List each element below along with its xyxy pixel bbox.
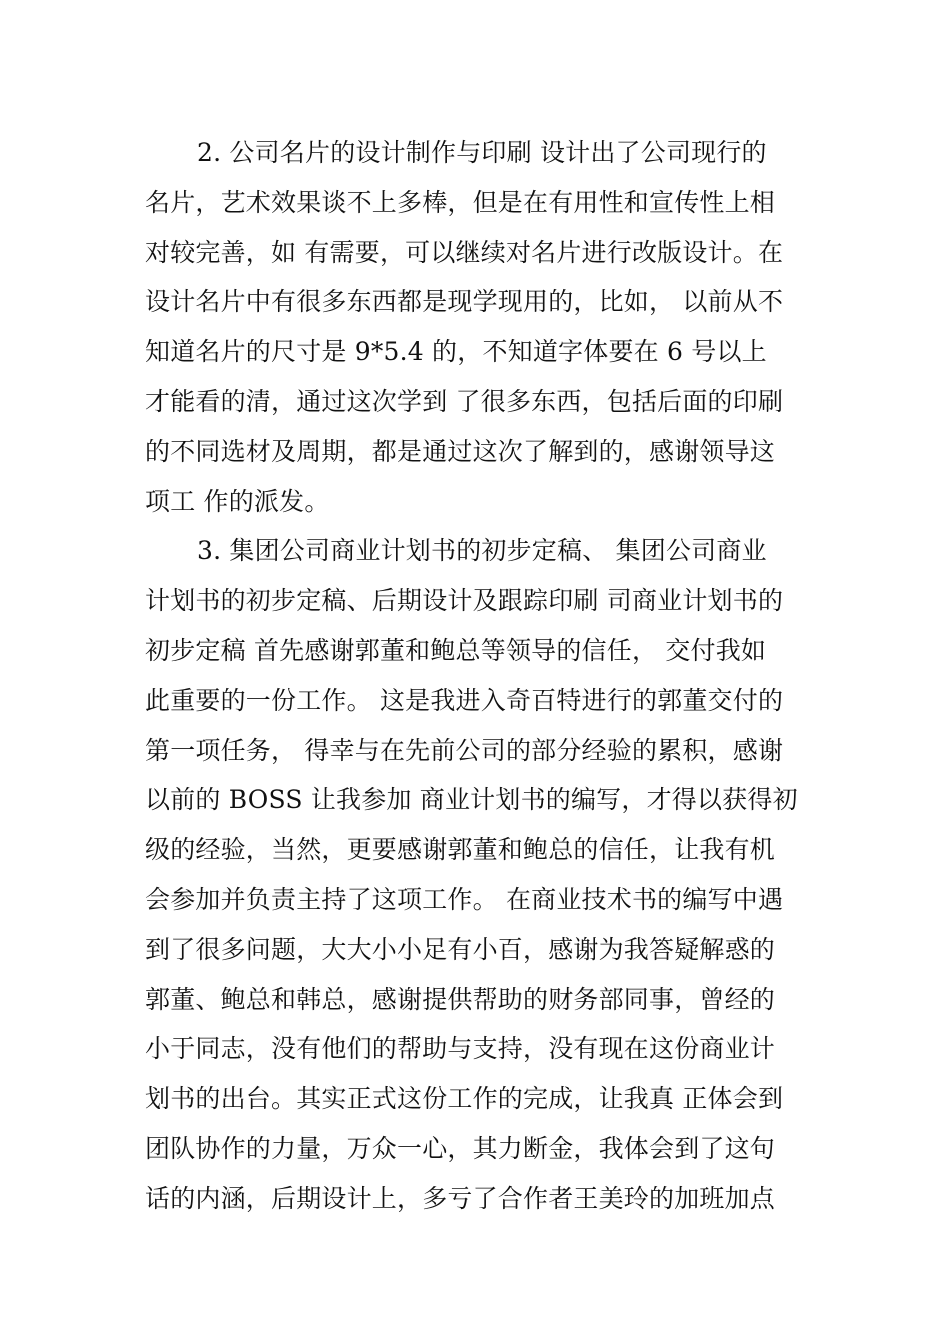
document-body [145,128,815,1224]
text-line: 知道名片的尺寸是 9*5.4 的，不知道字体要在 6 号以上 [145,337,767,367]
text-line: 3. 集团公司商业计划书的初步定稿、 集团公司商业 [197,536,767,566]
paragraph-business-plan [145,526,815,1223]
text-line: 郭董、鲍总和韩总，感谢提供帮助的财务部同事，曾经的 [145,984,776,1014]
text-line: 此重要的一份工作。 这是我进入奇百特进行的郭董交付的 [145,685,784,715]
paragraph-business-card [145,128,815,526]
text-line: 团队协作的力量，万众一心，其力断金，我体会到了这句 [145,1133,776,1163]
text-line: 的不同选材及周期，都是通过这次了解到的，感谢领导这 [145,436,776,466]
text-line: 设计名片中有很多东西都是现学现用的，比如， 以前从不 [145,287,784,317]
text-line: 到了很多问题，大大小小足有小百，感谢为我答疑解惑的 [145,934,776,964]
text-line: 名片，艺术效果谈不上多棒，但是在有用性和宣传性上相 [145,187,776,217]
text-line: 会参加并负责主持了这项工作。 在商业技术书的编写中遇 [145,884,784,914]
text-line: 才能看的清，通过这次学到 了很多东西，包括后面的印刷 [145,386,784,416]
text-line: 项工 作的派发。 [145,486,330,516]
text-line: 初步定稿 首先感谢郭董和鲍总等领导的信任， 交付我如 [145,635,767,665]
text-line: 话的内涵，后期设计上，多亏了合作者王美玲的加班加点 [145,1183,776,1213]
text-line: 对较完善，如 有需要，可以继续对名片进行改版设计。在 [145,237,784,267]
text-line: 划书的出台。其实正式这份工作的完成，让我真 正体会到 [145,1084,784,1114]
text-line: 以前的 BOSS 让我参加 商业计划书的编写，才得以获得初 [145,785,798,815]
text-line: 计划书的初步定稿、后期设计及跟踪印刷 司商业计划书的 [145,586,784,616]
text-line: 级的经验，当然，更要感谢郭董和鲍总的信任，让我有机 [145,835,776,865]
text-line: 第一项任务， 得幸与在先前公司的部分经验的累积，感谢 [145,735,784,765]
text-line: 小于同志，没有他们的帮助与支持，没有现在这份商业计 [145,1034,776,1064]
text-line: 2. 公司名片的设计制作与印刷 设计出了公司现行的 [197,138,767,167]
